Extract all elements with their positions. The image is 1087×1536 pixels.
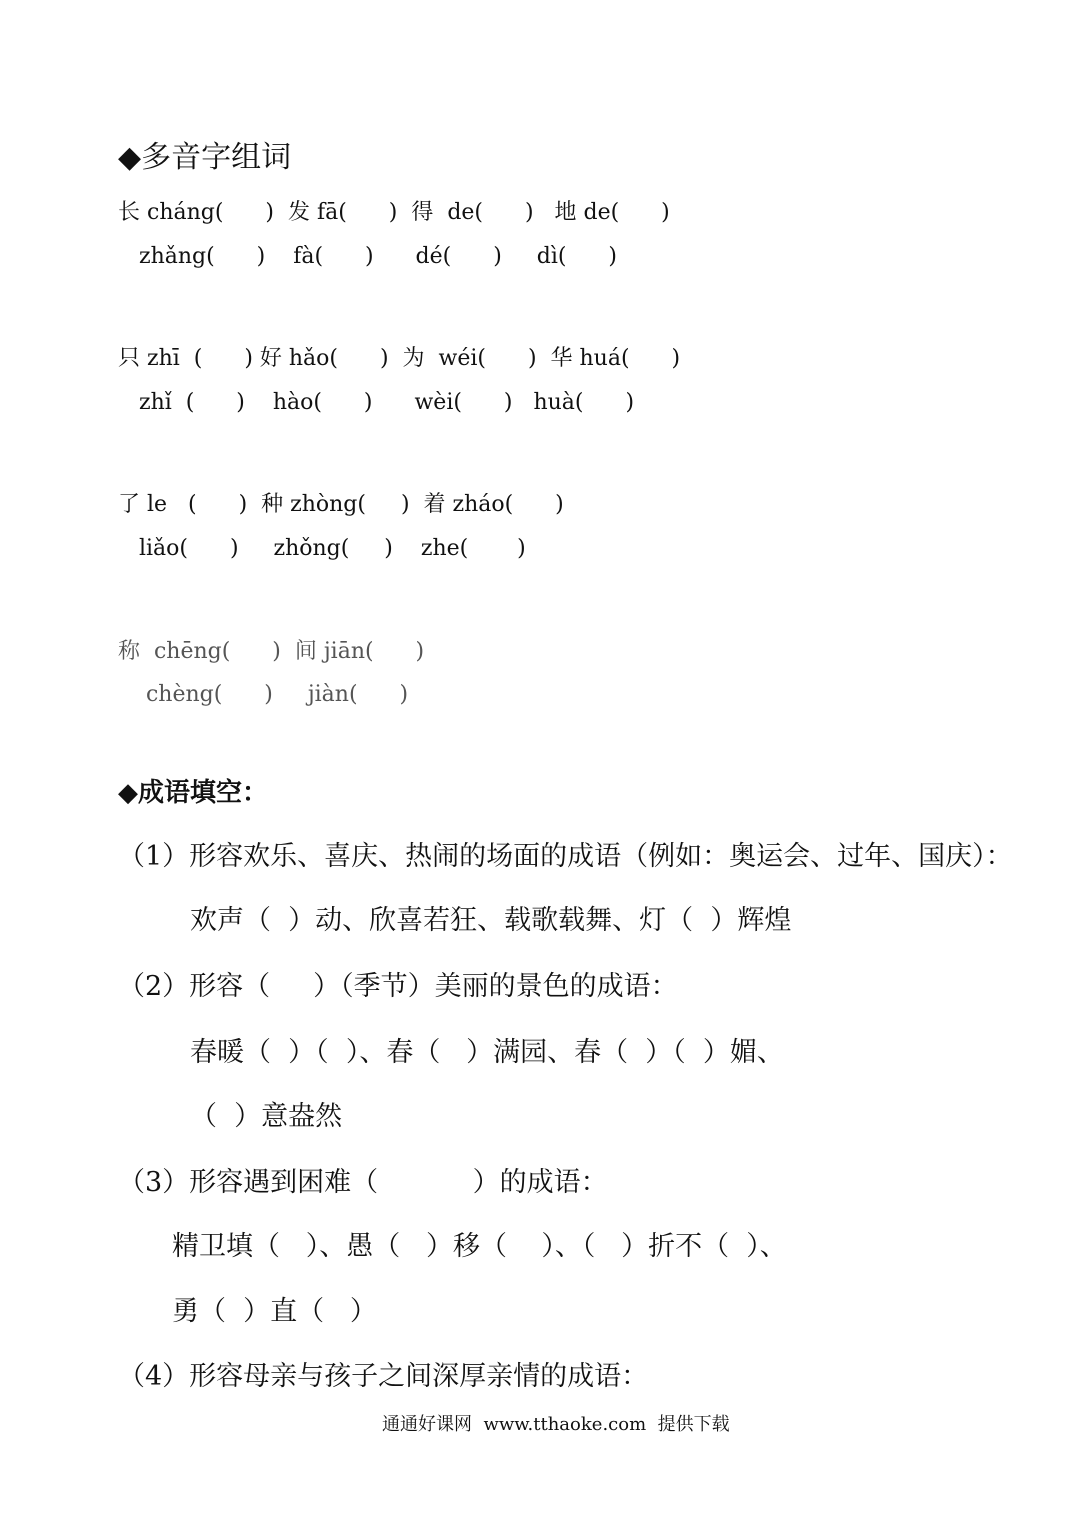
polyphonic-row: 只 zhī ( ) 好 hǎo( ) 为 wéi( ) 华 huá( ) [118, 346, 681, 371]
polyphonic-row: 长 cháng( ) 发 fā( ) 得 de( ) 地 de( ) [118, 200, 670, 225]
polyphonic-row: chèng( ) jiàn( ) [118, 682, 409, 707]
polyphonic-row: 了 le ( ) 种 zhòng( ) 着 zháo( ) [118, 492, 564, 517]
section-title-polyphonic: ◆多音字组词 [118, 140, 292, 175]
idiom-blanks: （ ）意盎然 [190, 1101, 343, 1132]
polyphonic-row: zhǎng( ) fà( ) dé( ) dì( ) [118, 244, 617, 269]
idiom-blanks: 欢声（ ）动、欣喜若狂、载歌载舞、灯（ ）辉煌 [190, 905, 792, 936]
footer-credit: 通通好课网 www.tthaoke.com 提供下载 [382, 1414, 730, 1435]
section-title-idioms: ◆成语填空： [118, 778, 268, 808]
idiom-blanks: 勇（ ）直（ ） [172, 1296, 377, 1327]
idiom-question: （2）形容（ ）（季节）美丽的景色的成语： [118, 971, 678, 1002]
idiom-question: （4）形容母亲与孩子之间深厚亲情的成语： [118, 1361, 649, 1392]
idiom-blanks: 春暖（ ）（ ）、春（ ）满园、春（ ）（ ）媚、 [190, 1037, 784, 1068]
polyphonic-row: liǎo( ) zhǒng( ) zhe( ) [118, 536, 526, 561]
polyphonic-row: zhǐ ( ) hào( ) wèi( ) huà( ) [118, 390, 635, 415]
idiom-question: （1）形容欢乐、喜庆、热闹的场面的成语（例如：奥运会、过年、国庆）： [118, 841, 1013, 872]
idiom-blanks: 精卫填（ ）、愚（ ）移（ ）、（ ）折不（ ）、 [172, 1231, 787, 1262]
idiom-question: （3）形容遇到困难（ ）的成语： [118, 1167, 608, 1198]
polyphonic-row: 称 chēng( ) 间 jiān( ) [118, 639, 425, 664]
